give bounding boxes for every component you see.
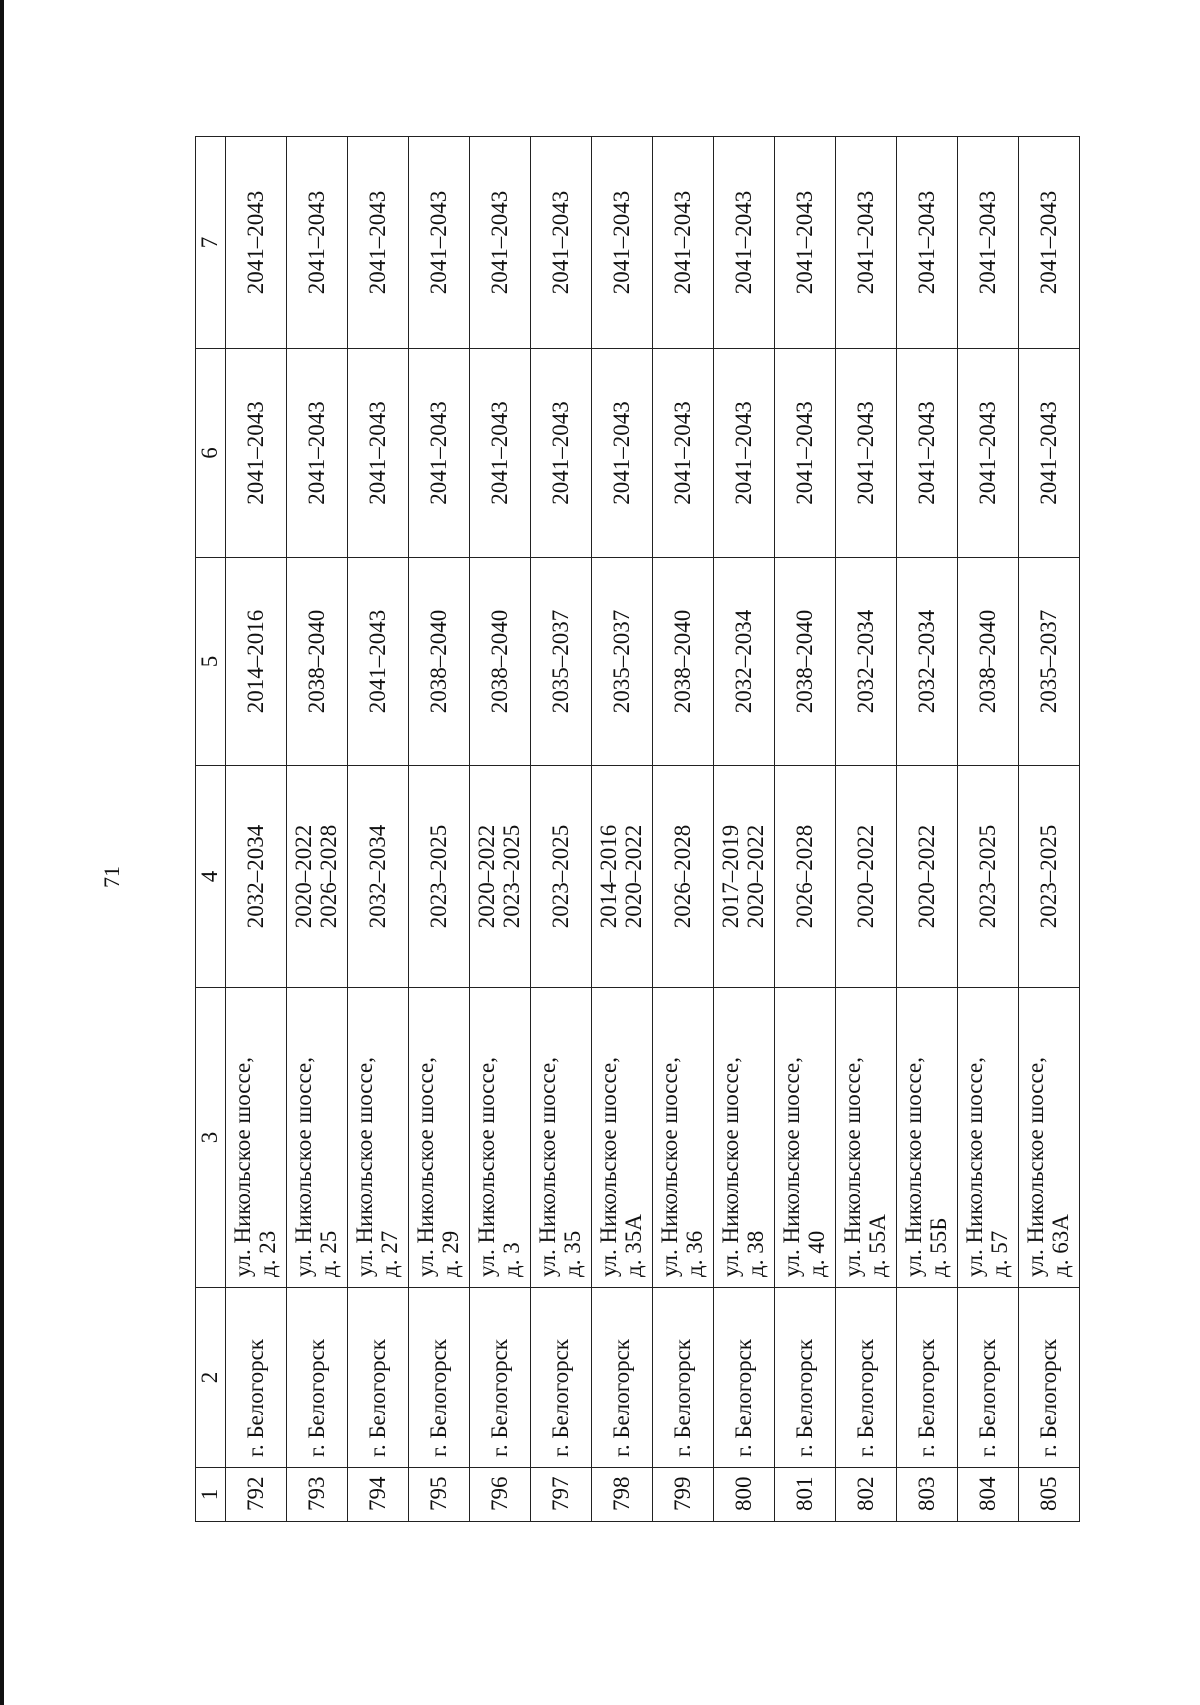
column-header-2: 2 — [196, 1288, 226, 1468]
period-5-cell: 2038–2040 — [774, 558, 835, 766]
city-cell: г. Белогорск — [469, 1288, 530, 1468]
city-cell: г. Белогорск — [774, 1288, 835, 1468]
period-6-cell: 2041–2043 — [591, 349, 652, 558]
row-number-cell: 802 — [835, 1468, 896, 1522]
house-text: д. 40 — [803, 1230, 829, 1277]
period-4-text: 2032–2034 — [364, 824, 390, 929]
table-row — [652, 137, 713, 1522]
row-number-cell: 798 — [591, 1468, 652, 1522]
street-text: ул. Никольское шоссе, — [779, 1057, 805, 1277]
address-cell — [896, 988, 957, 1288]
house-text: д. 55Б — [925, 1217, 951, 1277]
period-5-cell: 2035–2037 — [1018, 558, 1079, 766]
period-4-text: 2023–2025 — [498, 824, 524, 929]
period-6-cell: 2041–2043 — [774, 349, 835, 558]
period-4-text: 2014–2016 — [596, 824, 622, 929]
period-4-cell — [469, 766, 530, 988]
period-6-cell: 2041–2043 — [652, 349, 713, 558]
period-6-cell: 2041–2043 — [408, 349, 469, 558]
period-7-cell: 2041–2043 — [591, 137, 652, 349]
street-text: ул. Никольское шоссе, — [596, 1057, 622, 1277]
table-row — [713, 137, 774, 1522]
period-4-cell — [530, 766, 591, 988]
address-cell — [957, 988, 1018, 1288]
address-cell — [347, 988, 408, 1288]
period-6-cell: 2041–2043 — [835, 349, 896, 558]
period-5-cell: 2035–2037 — [530, 558, 591, 766]
address-cell — [286, 988, 347, 1288]
period-4-text: 2020–2022 — [913, 824, 939, 929]
street-text: ул. Никольское шоссе, — [901, 1057, 927, 1277]
street-text: ул. Никольское шоссе, — [840, 1057, 866, 1277]
period-5-cell: 2032–2034 — [713, 558, 774, 766]
address-cell — [835, 988, 896, 1288]
period-7-cell: 2041–2043 — [713, 137, 774, 349]
house-text: д. 27 — [376, 1230, 402, 1277]
address-cell — [408, 988, 469, 1288]
period-7-cell: 2041–2043 — [347, 137, 408, 349]
house-text: д. 55А — [864, 1214, 890, 1277]
house-text: д. 35 — [559, 1230, 585, 1277]
page-number: 71 — [99, 866, 124, 888]
period-7-cell: 2041–2043 — [469, 137, 530, 349]
street-text: ул. Никольское шоссе, — [291, 1057, 317, 1277]
period-4-text: 2020–2022 — [474, 824, 500, 929]
period-5-cell: 2032–2034 — [896, 558, 957, 766]
period-7-cell: 2041–2043 — [652, 137, 713, 349]
city-cell: г. Белогорск — [286, 1288, 347, 1468]
house-text: д. 35А — [620, 1214, 646, 1277]
period-7-cell: 2041–2043 — [1018, 137, 1079, 349]
period-6-cell: 2041–2043 — [957, 349, 1018, 558]
period-6-cell: 2041–2043 — [1018, 349, 1079, 558]
column-header-4: 4 — [196, 766, 226, 988]
schedule-table — [195, 136, 1080, 1522]
column-header-6: 6 — [196, 349, 226, 558]
city-cell: г. Белогорск — [225, 1288, 286, 1468]
period-6-cell: 2041–2043 — [896, 349, 957, 558]
period-7-cell: 2041–2043 — [957, 137, 1018, 349]
period-4-text: 2020–2022 — [291, 824, 317, 929]
period-4-text: 2023–2025 — [1035, 824, 1061, 929]
period-4-text: 2020–2022 — [742, 824, 768, 929]
rotated-table-container — [195, 137, 1080, 1522]
row-number-cell: 792 — [225, 1468, 286, 1522]
period-4-text: 2017–2019 — [718, 824, 744, 929]
period-4-text: 2026–2028 — [315, 824, 341, 929]
period-7-cell: 2041–2043 — [286, 137, 347, 349]
period-6-cell: 2041–2043 — [286, 349, 347, 558]
street-text: ул. Никольское шоссе, — [962, 1057, 988, 1277]
house-text: д. 25 — [315, 1230, 341, 1277]
street-text: ул. Никольское шоссе, — [352, 1057, 378, 1277]
period-4-text: 2020–2022 — [852, 824, 878, 929]
city-cell: г. Белогорск — [591, 1288, 652, 1468]
period-7-cell: 2041–2043 — [774, 137, 835, 349]
period-6-cell: 2041–2043 — [530, 349, 591, 558]
column-header-1: 1 — [196, 1468, 226, 1522]
scan-edge — [0, 0, 4, 1705]
house-text: д. 29 — [437, 1230, 463, 1277]
house-text: д. 38 — [742, 1230, 768, 1277]
table-row — [469, 137, 530, 1522]
period-4-text: 2023–2025 — [547, 824, 573, 929]
table-row — [957, 137, 1018, 1522]
column-header-7: 7 — [196, 137, 226, 349]
address-cell — [469, 988, 530, 1288]
address-cell — [652, 988, 713, 1288]
period-4-cell — [835, 766, 896, 988]
row-number-cell: 794 — [347, 1468, 408, 1522]
row-number-cell: 805 — [1018, 1468, 1079, 1522]
period-4-cell — [408, 766, 469, 988]
period-7-cell: 2041–2043 — [225, 137, 286, 349]
city-cell: г. Белогорск — [896, 1288, 957, 1468]
table-row — [530, 137, 591, 1522]
period-4-cell — [713, 766, 774, 988]
city-cell: г. Белогорск — [1018, 1288, 1079, 1468]
row-number-cell: 801 — [774, 1468, 835, 1522]
period-4-text: 2026–2028 — [791, 824, 817, 929]
street-text: ул. Никольское шоссе, — [657, 1057, 683, 1277]
row-number-cell: 796 — [469, 1468, 530, 1522]
house-text: д. 36 — [681, 1230, 707, 1277]
period-6-cell: 2041–2043 — [225, 349, 286, 558]
street-text: ул. Никольское шоссе, — [230, 1057, 256, 1277]
header-row — [196, 137, 226, 1522]
period-5-cell: 2038–2040 — [652, 558, 713, 766]
row-number-cell: 804 — [957, 1468, 1018, 1522]
street-text: ул. Никольское шоссе, — [1023, 1057, 1049, 1277]
address-cell — [713, 988, 774, 1288]
table-row — [408, 137, 469, 1522]
period-4-cell — [591, 766, 652, 988]
city-cell: г. Белогорск — [835, 1288, 896, 1468]
row-number-cell: 800 — [713, 1468, 774, 1522]
period-5-cell: 2038–2040 — [408, 558, 469, 766]
period-4-text: 2023–2025 — [425, 824, 451, 929]
period-4-cell — [652, 766, 713, 988]
period-5-cell: 2038–2040 — [469, 558, 530, 766]
table-row — [286, 137, 347, 1522]
period-6-cell: 2041–2043 — [713, 349, 774, 558]
period-4-cell — [957, 766, 1018, 988]
city-cell: г. Белогорск — [347, 1288, 408, 1468]
table-row — [347, 137, 408, 1522]
period-7-cell: 2041–2043 — [408, 137, 469, 349]
table-row — [225, 137, 286, 1522]
row-number-cell: 803 — [896, 1468, 957, 1522]
period-4-cell — [1018, 766, 1079, 988]
row-number-cell: 797 — [530, 1468, 591, 1522]
row-number-cell: 793 — [286, 1468, 347, 1522]
city-cell: г. Белогорск — [957, 1288, 1018, 1468]
period-4-cell — [225, 766, 286, 988]
period-5-cell: 2014–2016 — [225, 558, 286, 766]
period-5-cell: 2032–2034 — [835, 558, 896, 766]
period-4-cell — [774, 766, 835, 988]
period-4-text: 2026–2028 — [669, 824, 695, 929]
address-cell — [530, 988, 591, 1288]
house-text: д. 57 — [986, 1230, 1012, 1277]
period-5-cell: 2041–2043 — [347, 558, 408, 766]
city-cell: г. Белогорск — [530, 1288, 591, 1468]
house-text: д. 23 — [254, 1230, 280, 1277]
row-number-cell: 799 — [652, 1468, 713, 1522]
period-4-text: 2023–2025 — [974, 824, 1000, 929]
period-5-cell: 2038–2040 — [286, 558, 347, 766]
period-4-text: 2032–2034 — [242, 824, 268, 929]
street-text: ул. Никольское шоссе, — [474, 1057, 500, 1277]
period-6-cell: 2041–2043 — [469, 349, 530, 558]
period-7-cell: 2041–2043 — [530, 137, 591, 349]
period-4-cell — [347, 766, 408, 988]
address-cell — [774, 988, 835, 1288]
address-cell — [1018, 988, 1079, 1288]
period-7-cell: 2041–2043 — [835, 137, 896, 349]
column-header-3: 3 — [196, 988, 226, 1288]
table-row — [591, 137, 652, 1522]
period-4-cell — [896, 766, 957, 988]
city-cell: г. Белогорск — [408, 1288, 469, 1468]
street-text: ул. Никольское шоссе, — [413, 1057, 439, 1277]
period-5-cell: 2038–2040 — [957, 558, 1018, 766]
house-text: д. 63А — [1047, 1214, 1073, 1277]
street-text: ул. Никольское шоссе, — [535, 1057, 561, 1277]
address-cell — [225, 988, 286, 1288]
table-row — [1018, 137, 1079, 1522]
address-cell — [591, 988, 652, 1288]
column-header-5: 5 — [196, 558, 226, 766]
house-text: д. 3 — [498, 1242, 524, 1277]
row-number-cell: 795 — [408, 1468, 469, 1522]
period-6-cell: 2041–2043 — [347, 349, 408, 558]
period-5-cell: 2035–2037 — [591, 558, 652, 766]
table-row — [774, 137, 835, 1522]
table-row — [835, 137, 896, 1522]
city-cell: г. Белогорск — [652, 1288, 713, 1468]
street-text: ул. Никольское шоссе, — [718, 1057, 744, 1277]
table-row — [896, 137, 957, 1522]
city-cell: г. Белогорск — [713, 1288, 774, 1468]
period-7-cell: 2041–2043 — [896, 137, 957, 349]
period-4-cell — [286, 766, 347, 988]
period-4-text: 2020–2022 — [620, 824, 646, 929]
